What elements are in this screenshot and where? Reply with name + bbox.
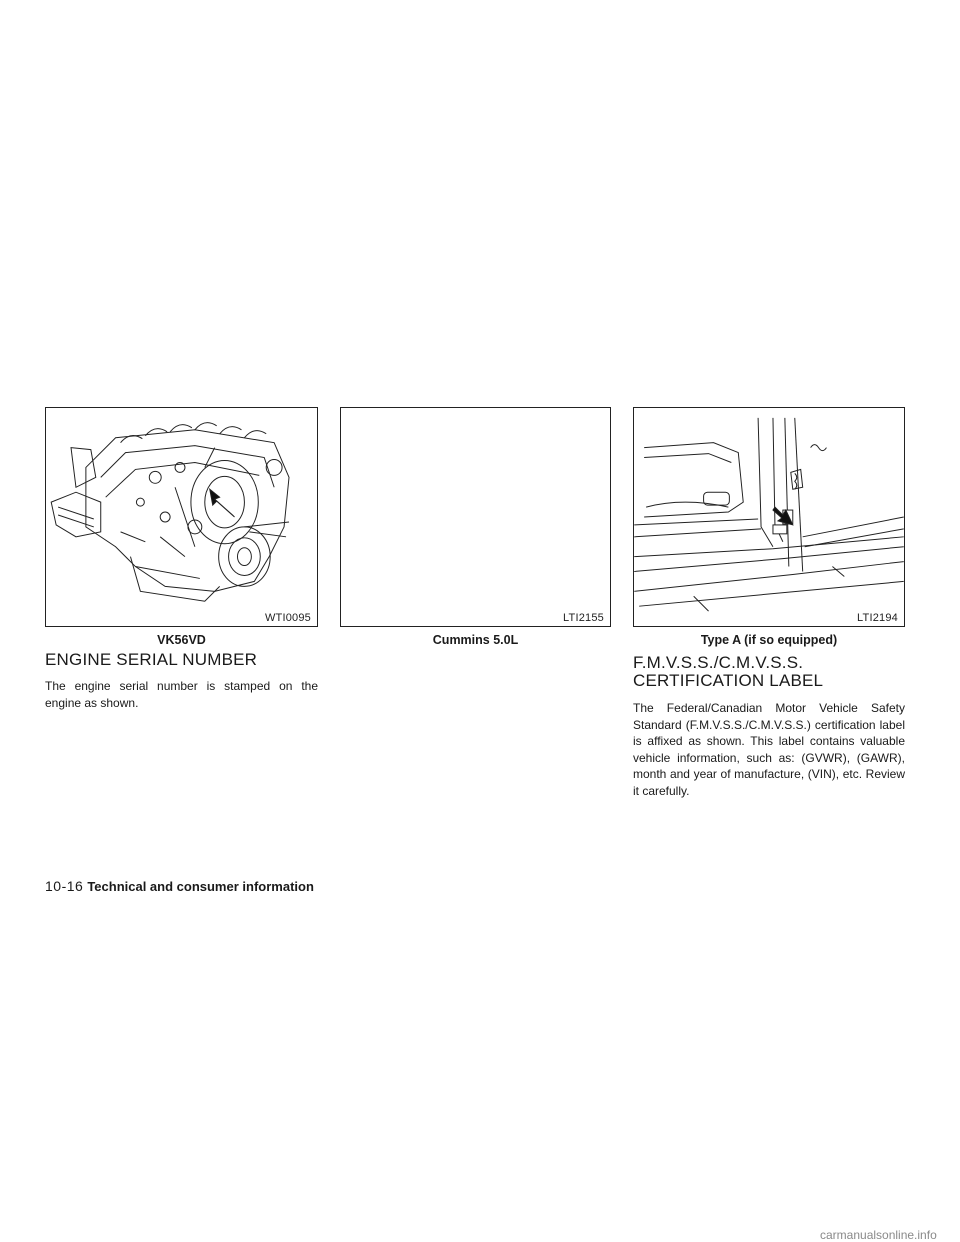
watermark: carmanualsonline.info	[820, 1228, 937, 1242]
page-number: 10-16	[45, 878, 84, 894]
section-heading-certification-line1: F.M.V.S.S./C.M.V.S.S.	[633, 653, 804, 672]
section-body-certification: The Federal/Canadian Motor Vehicle Safety Standard (F.M.V.S.S./C.M.V.S.S.) certification label is affixed as shown. This label contains valuable vehicle information, such as: (GVWR), (GAWR), month and year of manufacture, (VIN), etc. Review it carefully.	[633, 701, 905, 798]
section-heading-certification-line2: CERTIFICATION LABEL	[633, 671, 824, 690]
figure-code: LTI2194	[857, 612, 898, 624]
section-body-engine-serial: The engine serial number is stamped on the engine as shown.	[45, 679, 318, 710]
figure-caption: Cummins 5.0L	[432, 633, 519, 647]
engine-illustration	[46, 408, 317, 626]
figure-cummins	[340, 407, 611, 627]
door-sill-illustration	[634, 408, 904, 626]
section-heading-engine-serial: ENGINE SERIAL NUMBER	[45, 650, 258, 669]
figure-caption: VK56VD	[157, 633, 206, 647]
figure-code: WTI0095	[264, 612, 311, 624]
footer-section-title: Technical and consumer information	[87, 879, 314, 894]
figure-engine	[45, 407, 318, 627]
figure-code: LTI2155	[563, 612, 604, 624]
figure-caption: Type A (if so equipped)	[700, 633, 838, 647]
page-footer	[45, 878, 314, 894]
figure-door-label	[633, 407, 905, 627]
